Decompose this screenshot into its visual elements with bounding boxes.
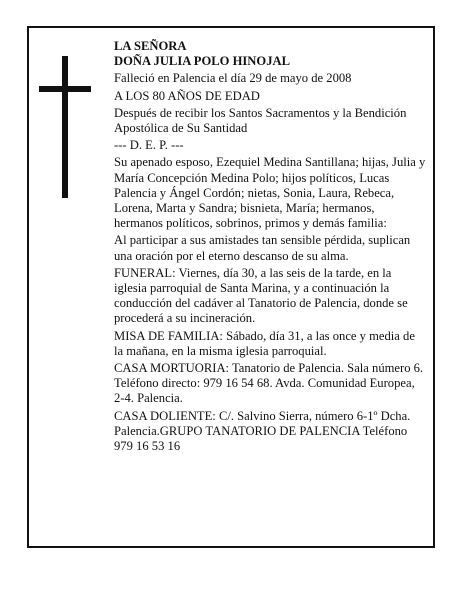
notice-title: LA SEÑORA [114,39,187,53]
home-paragraph: CASA DOLIENTE: C/. Salvino Sierra, número 6-1º Dcha. Palencia.GRUPO TANATORIO DE PALENCIA Teléfono 979 16 53 16 [114,408,411,454]
dep-line: --- D. E. P. --- [114,138,184,153]
mass-paragraph: MISA DE FAMILIA: Sábado, día 31, a las once y media de la mañana, en la misma iglesia parroquial. [114,328,415,358]
cross-icon [62,56,68,198]
family-paragraph: Su apenado esposo, Ezequiel Medina Santillana; hijas, Julia y María Concepción Medina Polo; hijos políticos, Lucas Palencia y Ángel Cordón; nietas, Sonia, Laura, Rebeca, Lorena, Marta y Sandra; bisnieta, María; hermanos, hermanos políticos, sobrinos, primos y demás familia: [114,155,426,231]
death-line: Falleció en Palencia el día 29 de mayo de 2008 [114,71,352,86]
age-line: A LOS 80 AÑOS DE EDAD [114,88,260,103]
mortuary-paragraph: CASA MORTUORIA: Tanatorio de Palencia. Sala número 6. Teléfono directo: 979 16 54 68. Avda. Comunidad Europea, 2-4. Palencia. [114,361,424,406]
deceased-name: DOÑA JULIA POLO HINOJAL [114,54,290,69]
sacraments-line: Después de recibir los Santos Sacramentos y la Bendición Apostólica de Su Santidad [114,105,407,136]
obituary-text [114,39,426,454]
funeral-paragraph: FUNERAL: Viernes, día 30, a las seis de la tarde, en la iglesia parroquial de Santa Marina, y a continuación la conducción del cadáver al Tanatorio de Palencia, donde se procederá a su incineración. [114,265,408,326]
cross-icon-bar [39,86,91,92]
request-paragraph: Al participar a sus amistades tan sensible pérdida, suplican una oración por el eterno descanso de su alma. [114,233,411,263]
